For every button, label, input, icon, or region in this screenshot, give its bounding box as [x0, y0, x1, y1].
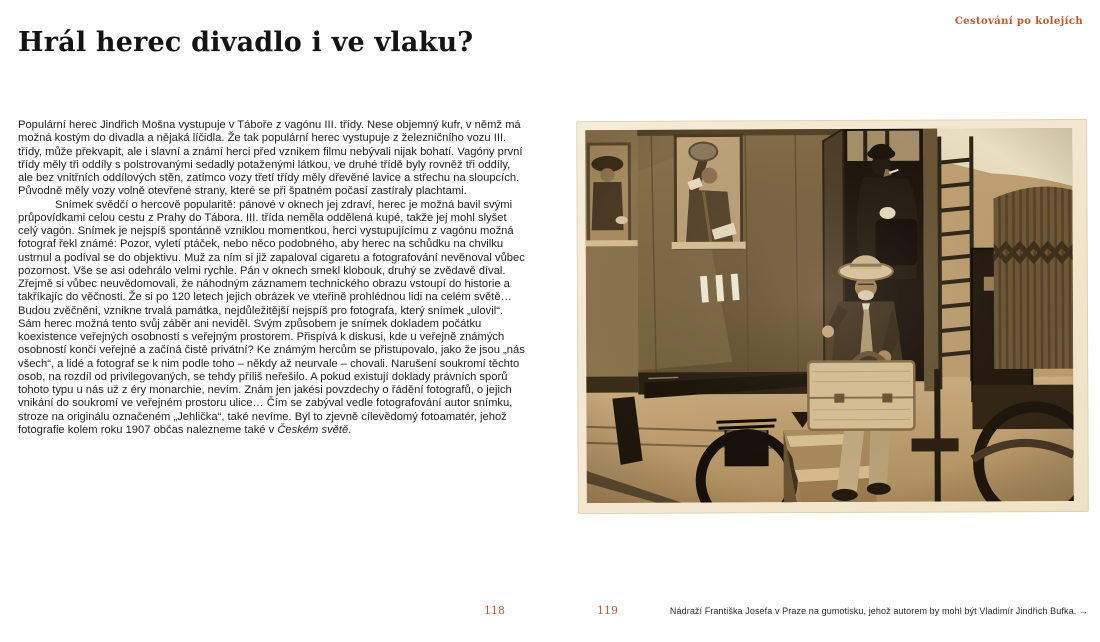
paragraph-2-italic-title: Českém světě: [277, 423, 349, 436]
photo-illustration: [585, 128, 1074, 503]
folio-left: 118: [484, 604, 505, 617]
article-paragraph-2: [18, 199, 526, 438]
article-paragraph-1: Populární herec Jindřich Mošna vystupuje v Táboře z vagónu III. třídy. Nese objemný kufr, v němž má možná kostým do divadla a nějaká líčidla. Že tak populární herec vystupuje z železničního vozu III. třídy, může překvapit, ale i slavní a známí herci před vznikem filmu nebývali nijak bohatí. Vagóny první třídy měly tři oddíly s polstrovanými sedadly potaženými látkou, ve druhé třídě byly rovněž tři oddíly, ale bez vnitřních oddílových stěn, zatímco vozy třetí třídy měly dřevěné lavice a střechu na sloupcích. Původně měly vozy volně otevřené strany, které se při špatném počasí zastíraly plachtami.: [18, 119, 523, 198]
photo-caption: Nádraží Františka Josefa v Praze na gumotisku, jehož autorem by mohl být Vladimír Jindřich Bufka. →: [669, 606, 1088, 616]
folio-right: 119: [597, 604, 618, 617]
sepia-photograph-actor-train: [576, 119, 1089, 514]
section-header: Cestování po kolejích: [954, 16, 1083, 27]
paragraph-2-main: Snímek svědčí o hercově popularitě: pánové v oknech jej zdraví, herec je možná bavil svými průpovídkami celou cestu z Prahy do Tábora. III. třída neměla oddělená kupé, takže jej mohl slyšet celý vagón. Snímek je nejspíš spontánně vzniklou momentkou, herci vystupujícímu z vagónu možná fotograf řekl známé: Pozor, vyletí ptáček, nebo něco podobného, aby herec na schůdku na chvilku ustrnul a podíval se do objektivu. Muž za ním si již zapaloval cigaretu a fotografování nevěnoval vůbec pozornost. Vše se asi odehrálo velmi rychle. Pán v oknech smekl klobouk, druhý se zvědavě díval. Zřejmě si vůbec neuvědomovali, že náhodným záznamem technického obrazu vstoupí do historie a takříkajíc do věčnosti. Že si po 120 letech jejich obrázek ve vteřině prohlédnou lidi na celém světě… Budou zvěčněni, vznikne trvalá památka, nejdůležitější nejspíš pro fotografa, který snímek „ulovil“. Sám herec možná tento svůj záběr ani neviděl. Svým způsobem je snímek dokladem počátku koexistence veřejných osobností s veřejným prostorem. Přispívá k diskusi, kde u veřejně známých osobností končí veřejné a začíná čistě privátní? Ke známým hercům se přistupovalo, jako že jsou „nás všech“, a lidé a fotograf se k nim podle toho – někdy až neurvale – chovali. Narušení soukromí těchto osob, na rozdíl od privilegovaných, se tehdy příliš neřešilo. A pokud existují doklady právních sporů tohoto typu u nás už z éry monarchie, nevím. Znám jen jakési povzdechy o řádění fotografů, o jejich vnikání do soukromí ve veřejném prostoru ulice… Čím se zabýval vedle fotografování autor snímku, stroze na originálu označeném „Jehlička“, také nevíme. Byl to zjevně cílevědomý fotoamatér, jehož fotografie kolem roku 1907 občas nalezneme také v: [18, 198, 525, 436]
photo-vignette: [585, 128, 1074, 503]
article-text: [18, 119, 526, 437]
page-title: Hrál herec divadlo i ve vlaku?: [18, 27, 474, 59]
paragraph-2-tail: .: [348, 423, 352, 436]
